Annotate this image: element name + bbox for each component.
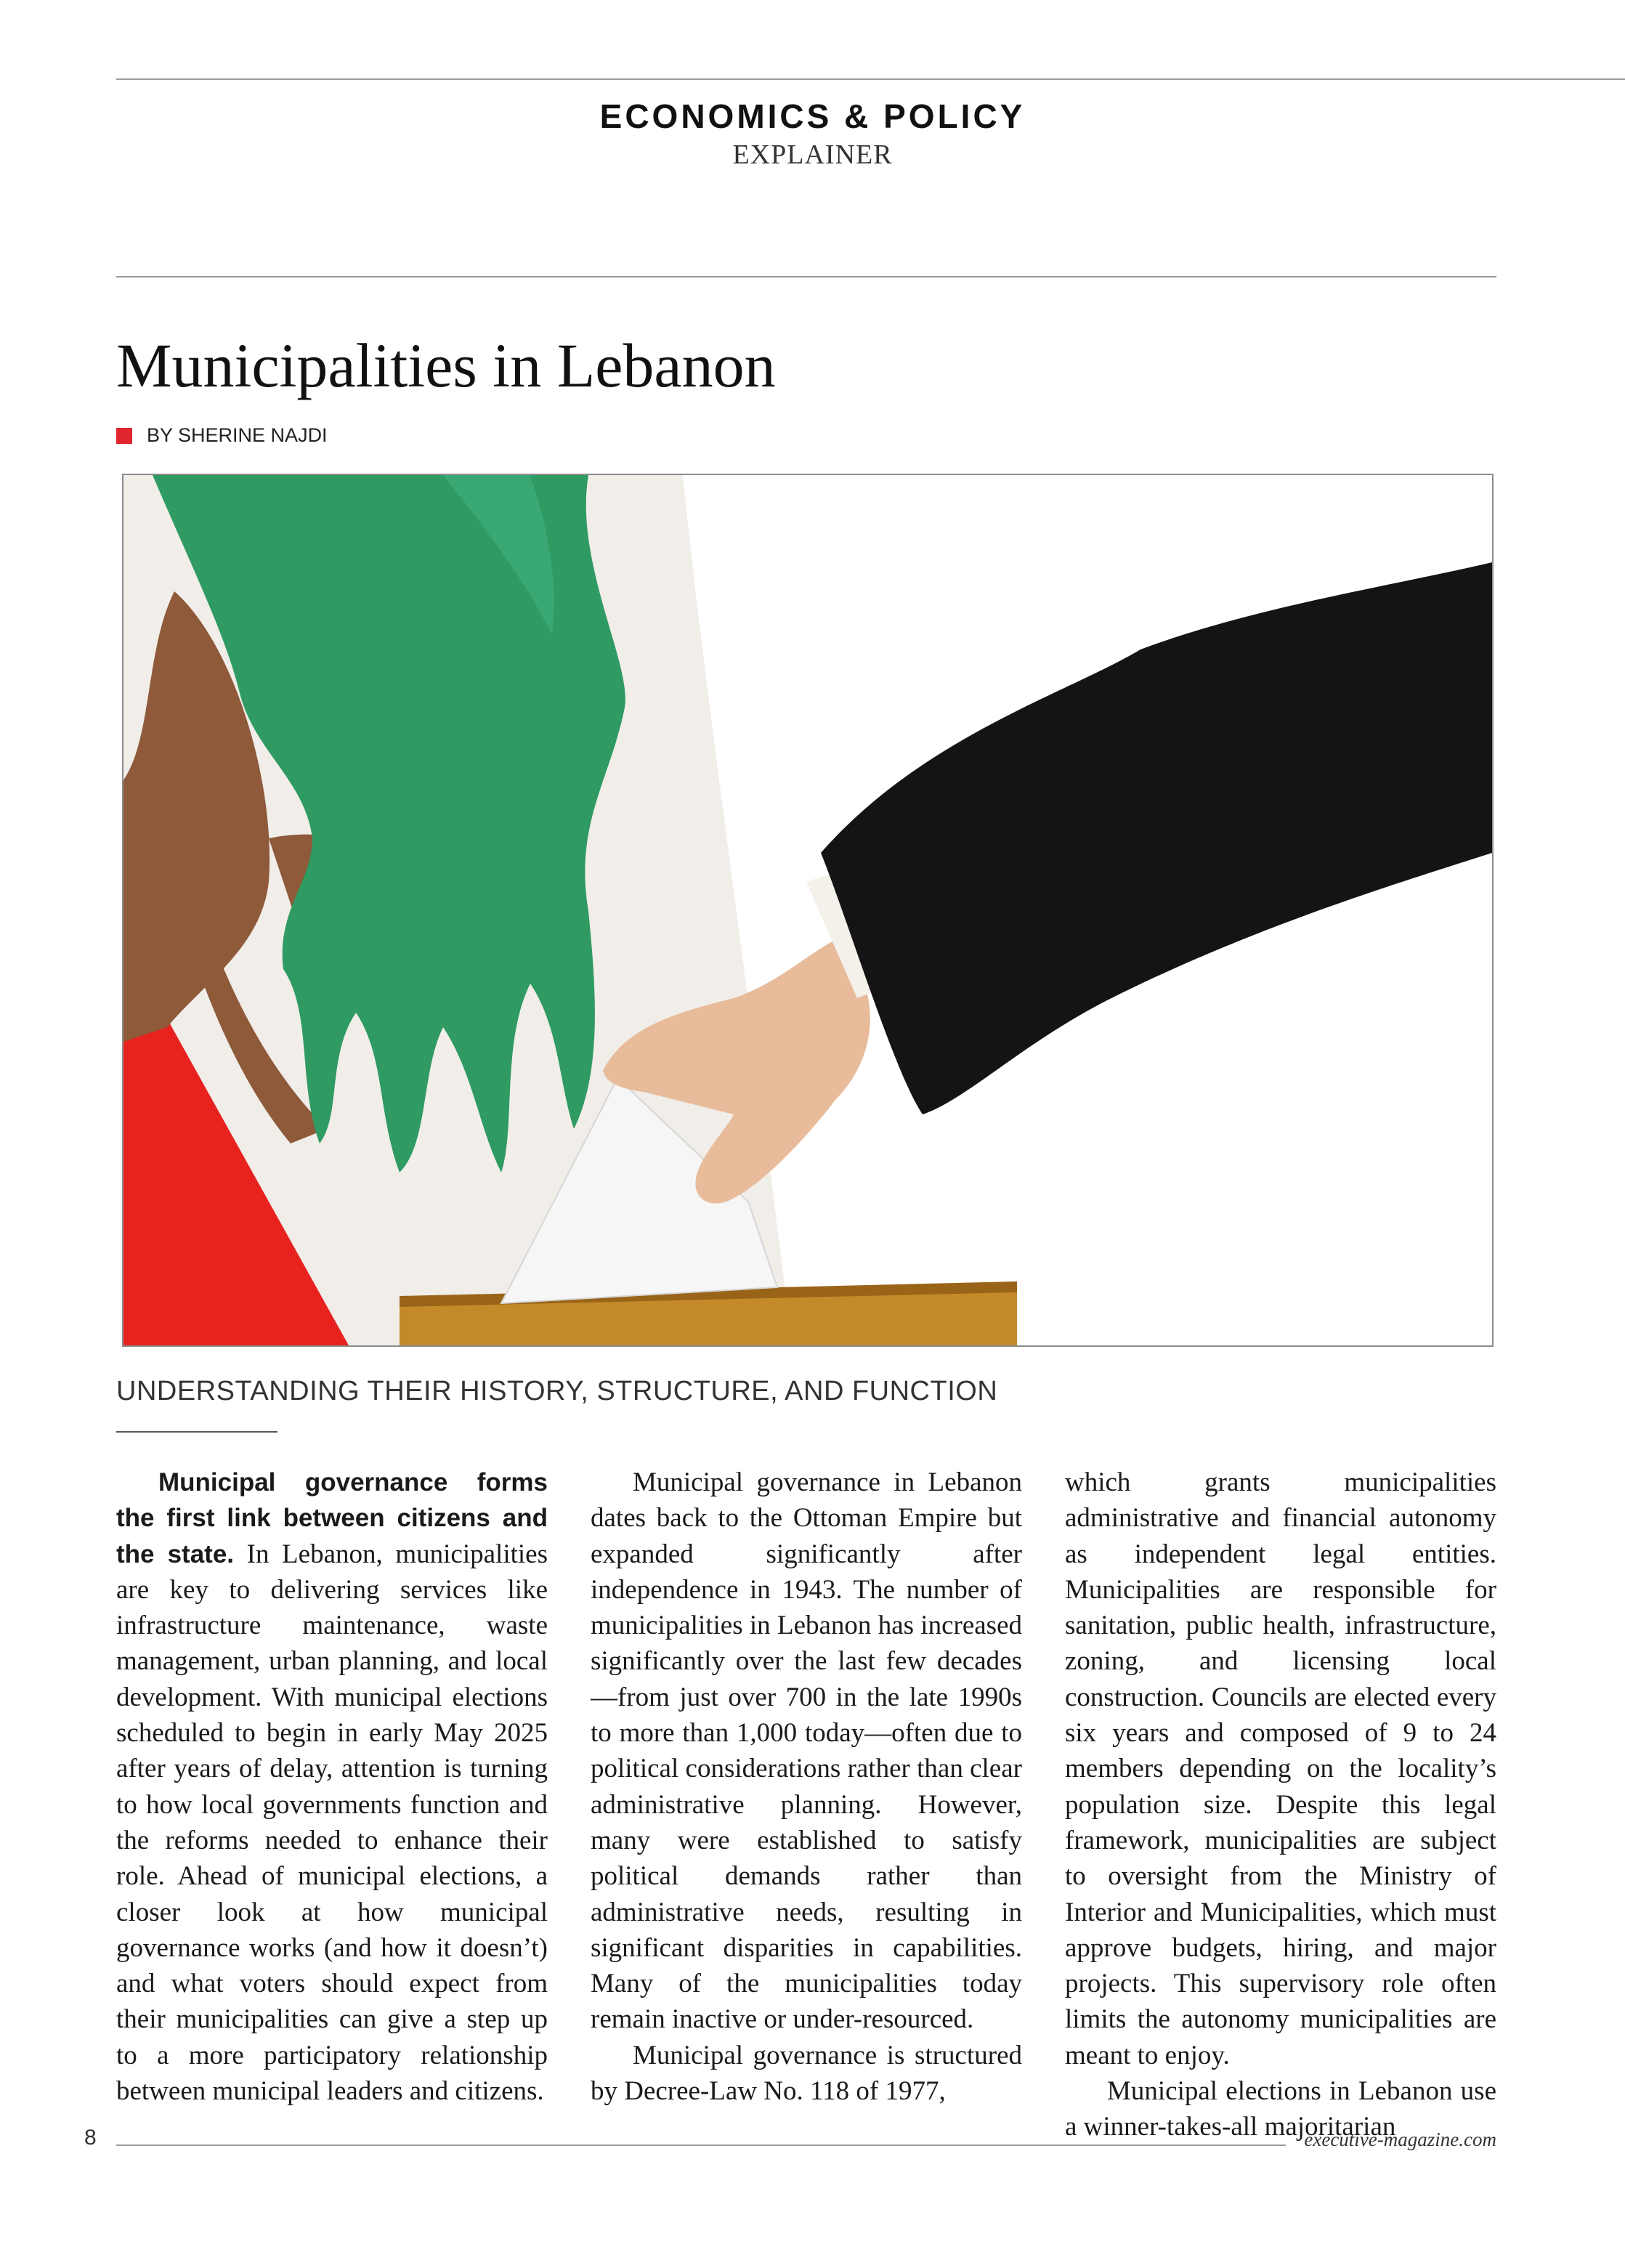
page-number: 8 <box>84 2126 97 2150</box>
history-paragraph: Municipal governance in Lebanon dates back to the Ottoman Empire but expanded significantly after independence in 1943. The number of municipalities in Lebanon has increased significantly over the last few decades—from just over 700 in the late 1990s to more than 1,000 today—often due to political considerations rather than clear administrative planning. However, many were established to satisfy political demands rather than administrative needs, resulting in significant disparities in capabilities. Many of the municipalities today remain inactive or under-resourced. <box>591 1467 1022 2035</box>
header-rule <box>116 276 1496 278</box>
hero-image <box>122 474 1494 1347</box>
intro-text: In Lebanon, municipalities are key to delivering services like infrastructure maintenance, waste management, urban planning, and local development. With municipal elections scheduled to begin in early May 2025 after years of delay, attention is turning to how local governments function and the reforms needed to enhance their role. Ahead of municipal elections, a closer look at how municipal governance works (and how it doesn’t) and what voters should expect from their municipalities can give a step up to a more participatory relationship between municipal leaders and citizens. <box>116 1539 548 2107</box>
intro-paragraph <box>116 1465 548 2109</box>
section-header <box>0 96 1625 173</box>
article-title: Municipalities in Lebanon <box>116 331 776 400</box>
article-column-3 <box>1065 1465 1496 2145</box>
structure-paragraph: Municipal governance is structured by Decree-Law No. 118 of 1977, <box>591 2040 1022 2107</box>
byline <box>116 424 328 447</box>
article-column-2 <box>591 1465 1022 2109</box>
byline-marker-icon <box>116 428 132 444</box>
top-rule <box>116 78 1625 80</box>
article-column-1 <box>116 1465 548 2109</box>
section-subtitle: EXPLAINER <box>732 139 893 170</box>
footer-rule <box>116 2145 1286 2146</box>
section-name: ECONOMICS & POLICY <box>599 97 1026 135</box>
elections-paragraph: Municipal elections in Lebanon use a winner-takes-all majoritarian <box>1065 2076 1496 2142</box>
autonomy-paragraph: which grants municipalities administrative and financial autonomy as independent legal entities. Municipalities are responsible for sanitation, public health, infrastructure, zoning, and licensing local construction. Councils are elected every six years and composed of 9 to 24 members depending on the locality’s population size. Despite this legal framework, municipalities are subject to oversight from the Ministry of Interior and Municipalities, which must approve budgets, hiring, and major projects. This supervisory role often limits the autonomy municipalities are meant to enjoy. <box>1065 1467 1496 2070</box>
subheading-rule <box>116 1431 277 1433</box>
byline-text: BY SHERINE NAJDI <box>147 424 328 446</box>
lead-sentence: Municipal governance forms the first link between citizens and the state. <box>116 1468 548 1568</box>
article-subheading: UNDERSTANDING THEIR HISTORY, STRUCTURE, AND FUNCTION <box>116 1376 998 1406</box>
website-url: executive-magazine.com <box>1304 2129 1496 2150</box>
